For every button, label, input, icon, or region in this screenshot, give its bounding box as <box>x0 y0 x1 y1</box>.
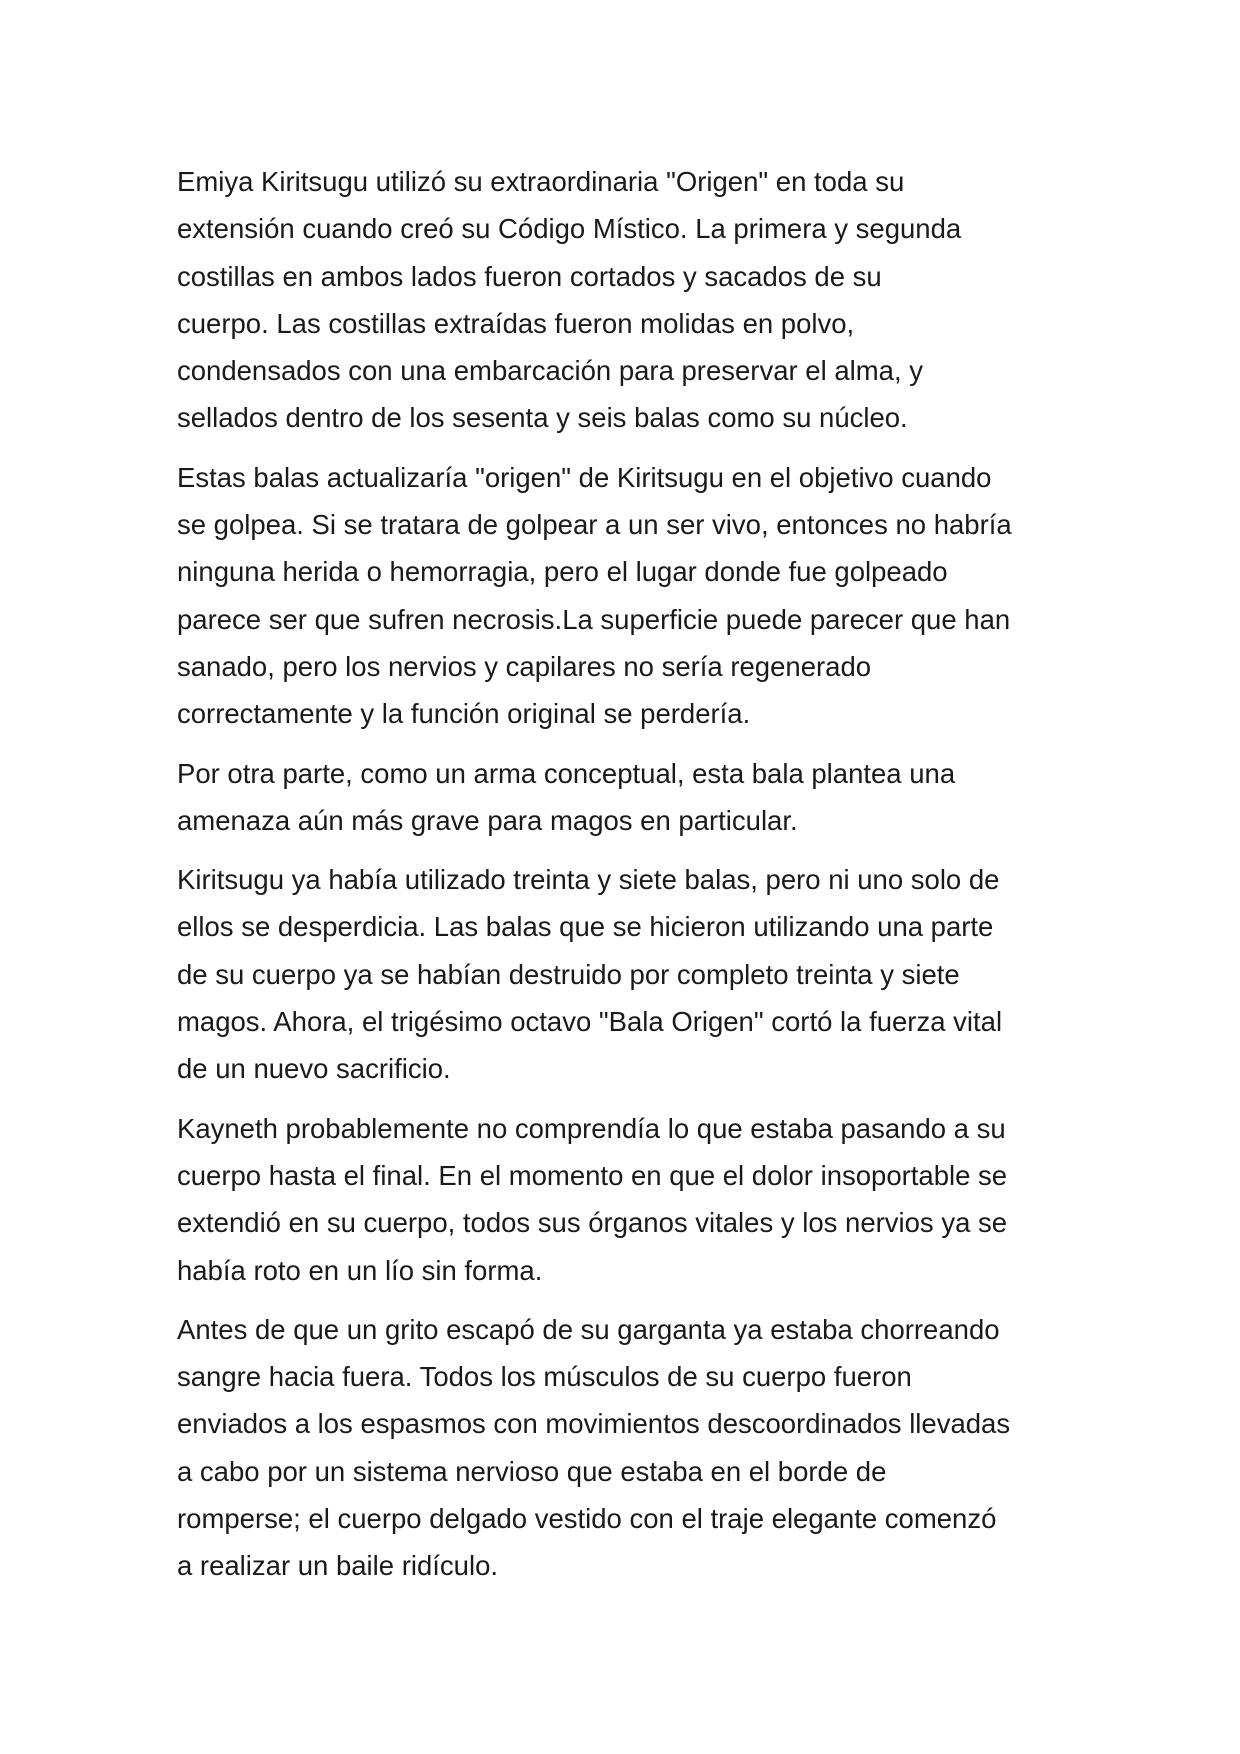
text-line: Por otra parte, como un arma conceptual, esta bala plantea una <box>177 757 956 789</box>
text-line: había roto en un lío sin forma. <box>177 1254 543 1286</box>
text-line: enviados a los espasmos con movimientos descoordinados llevadas <box>177 1408 1011 1440</box>
text-line: sellados dentro de los sesenta y seis balas como su núcleo. <box>177 402 908 434</box>
text-line: ellos se desperdicia. Las balas que se hicieron utilizando una parte <box>177 911 994 943</box>
text-line: Estas balas actualizaría "origen" de Kiritsugu en el objetivo cuando <box>177 461 992 493</box>
paragraph-4 <box>177 856 1077 1092</box>
text-line: romperse; el cuerpo delgado vestido con el traje elegante comenzó <box>177 1503 997 1535</box>
text-line: correctamente y la función original se perdería. <box>177 698 751 730</box>
text-line: magos. Ahora, el trigésimo octavo "Bala Origen" cortó la fuerza vital <box>177 1006 1003 1038</box>
text-line: de su cuerpo ya se habían destruido por completo treinta y siete <box>177 958 960 990</box>
text-line: a cabo por un sistema nervioso que estaba en el borde de <box>177 1455 887 1487</box>
text-line: costillas en ambos lados fueron cortados y sacados de su <box>177 260 882 292</box>
text-line: amenaza aún más grave para magos en particular. <box>177 804 798 836</box>
text-line: Kiritsugu ya había utilizado treinta y siete balas, pero ni uno solo de <box>177 864 1000 896</box>
text-line: Antes de que un grito escapó de su garganta ya estaba chorreando <box>177 1313 1000 1345</box>
text-line: de un nuevo sacrificio. <box>177 1053 451 1085</box>
text-line: sangre hacia fuera. Todos los músculos de su cuerpo fueron <box>177 1361 912 1393</box>
paragraph-6 <box>177 1306 1077 1590</box>
text-line: sanado, pero los nervios y capilares no sería regenerado <box>177 650 872 682</box>
body-text <box>177 158 1077 1602</box>
text-line: a realizar un baile ridículo. <box>177 1550 499 1582</box>
text-line: se golpea. Si se tratara de golpear a un ser vivo, entonces no habría <box>177 509 1012 541</box>
text-line: Emiya Kiritsugu utilizó su extraordinaria "Origen" en toda su <box>177 166 905 197</box>
paragraph-1 <box>177 158 1077 442</box>
paragraph-3 <box>177 750 1077 845</box>
text-line: extensión cuando creó su Código Místico. La primera y segunda <box>177 213 962 245</box>
text-line: cuerpo. Las costillas extraídas fueron molidas en polvo, <box>177 307 855 339</box>
text-line: ninguna herida o hemorragia, pero el lugar donde fue golpeado <box>177 556 948 588</box>
text-line: cuerpo hasta el final. En el momento en que el dolor insoportable se <box>177 1159 1008 1191</box>
text-line: Kayneth probablemente no comprendía lo que estaba pasando a su <box>177 1112 1006 1144</box>
text-line: extendió en su cuerpo, todos sus órganos vitales y los nervios ya se <box>177 1207 1008 1239</box>
paragraph-2 <box>177 454 1077 738</box>
paragraph-5 <box>177 1105 1077 1294</box>
text-line: parece ser que sufren necrosis.La superficie puede parecer que han <box>177 603 1011 635</box>
text-line: condensados con una embarcación para preservar el alma, y <box>177 355 923 387</box>
